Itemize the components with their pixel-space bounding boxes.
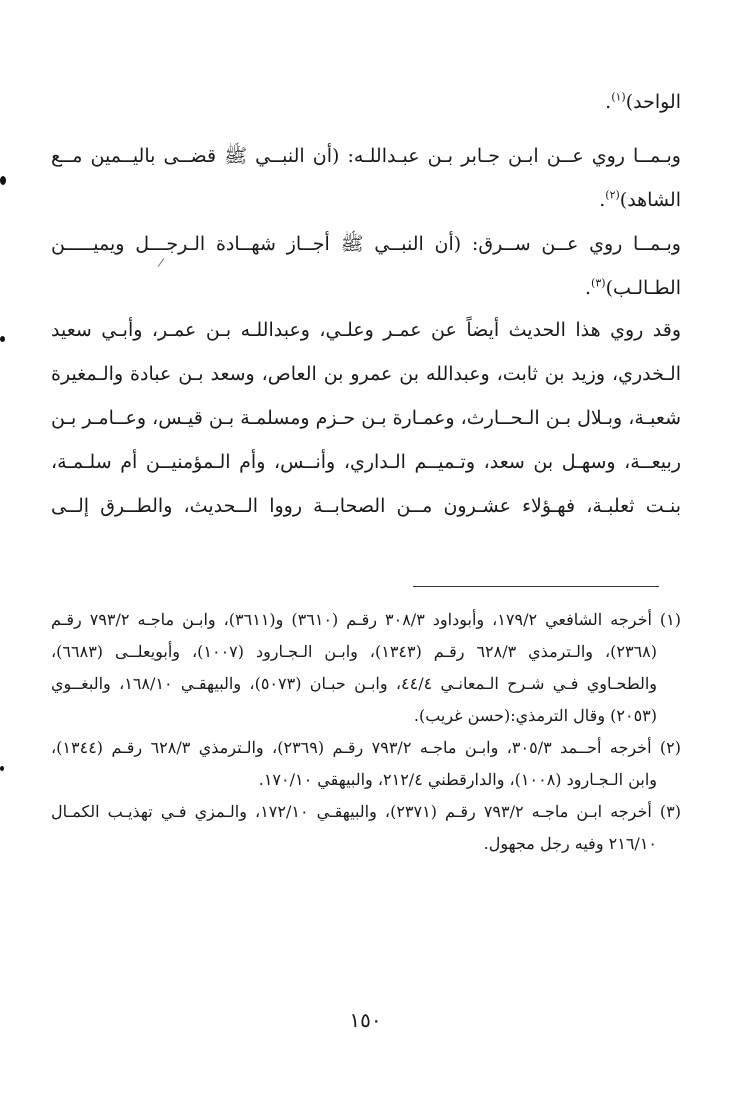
footnote-ref: (٢)	[605, 188, 620, 202]
paragraph-1	[51, 134, 681, 222]
text-run: الشاهد)	[619, 189, 681, 211]
text-line: وقد روي هذا الحديث أيضاً عن عمـر وعلـي، وعبداللـه بـن عمـر، وأبـي سعيد	[51, 319, 681, 341]
footnote-3-line: (٣) أخرجه ابـن ماجـه ٧٩٣/٢ رقـم (٢٣٧١)، والبيهقـي ١٧٢/١٠، والـمزي فـي تهذيـب الكمـال	[51, 802, 681, 821]
footnote-2-line: وابن الـجـارود (١٠٠٨)، والدارقطني ٢١٢/٤، والبيهقي ١٧٠/١٠.	[258, 770, 657, 789]
scan-speck	[0, 336, 5, 342]
text-line: الـخدري، وزيد بن ثابت، وعبدالله بن عمرو بن العاص، وسعد بـن عبادة والـمغيرة	[51, 363, 681, 385]
paragraph-3	[51, 308, 681, 528]
footnote-ref: (٣)	[591, 276, 606, 290]
footnote-separator	[413, 586, 659, 587]
scan-speck	[0, 176, 6, 185]
text-line	[51, 178, 681, 222]
text-run: .	[599, 189, 606, 211]
footnote-1-line: (٢٠٥٣) وقال الترمذي:(حسن غريب).	[413, 706, 657, 725]
page-number: ١٥٠	[349, 1008, 382, 1032]
text-line: بنـت ثعلبـة، فهـؤلاء عشـرون مــن الصحابــة رووا الــحديث، والطــرق إلــى	[51, 495, 681, 517]
text-run: الطـالـب)	[605, 277, 681, 299]
text-line: شعبـة، وبـلال بـن الـحــارث، وعمـارة بـن حـزم ومسلمـة بـن قيـس، وعــامـر بـن	[51, 407, 681, 429]
text-line: وبـمــا روي عــن ابـن جـابر بـن عبـداللـه: (أن النبــي ﷺ قضــى باليــمين مــع	[51, 145, 681, 167]
paragraph-2	[51, 222, 681, 310]
footnotes	[51, 604, 681, 860]
paragraph-continuation	[51, 80, 681, 124]
footnote-3-line: ٢١٦/١٠ وفيه رجل مجهول.	[483, 834, 657, 853]
footnote-1-line: (١) أخرجه الشافعي ١٧٩/٢، وأبوداود ٣٠٨/٣ رقـم (٣٦١٠) و(٣٦١١)، وابـن ماجـه ٧٩٣/٢ رقـم	[51, 610, 681, 629]
text-line	[51, 80, 681, 124]
footnote-ref: (١)	[611, 90, 626, 104]
text-run: الواحد)	[625, 91, 681, 113]
footnote-1-line: والطحـاوي فـي شـرح الـمعانـي ٤٤/٤، وابـن حبـان (٥٠٧٣)، والبيهقـي ١٦٨/١٠، والبغــوي	[51, 674, 658, 693]
text-run: .	[605, 91, 612, 113]
footnote-2-line: (٢) أخرجه أحــمد ٣٠٥/٣، وابـن ماجـه ٧٩٣/٢ رقـم (٢٣٦٩)، والـترمذي ٦٢٨/٣ رقـم (١٣٤٤)،	[51, 738, 681, 757]
text-line: ربيعــة، وسهـل بن سعد، وتـميــم الـداري، وأنــس، وأم الـمؤمنيــن أم سلـمـة،	[51, 451, 681, 473]
scan-speck	[0, 766, 4, 771]
text-run: .	[585, 277, 592, 299]
text-line: وبـمــا روي عــن ســرق: (أن النبــي ﷺ أجــاز شهــادة الـرجـــل ويميـــــن	[51, 233, 681, 255]
footnote-1-line: (٢٣٦٨)، والـترمذي ٦٢٨/٣ رقـم (١٣٤٣)، وابـن الـجـارود (١٠٠٧)، وأبويعلــى (٦٦٨٣)،	[51, 642, 658, 661]
text-line	[51, 266, 681, 310]
